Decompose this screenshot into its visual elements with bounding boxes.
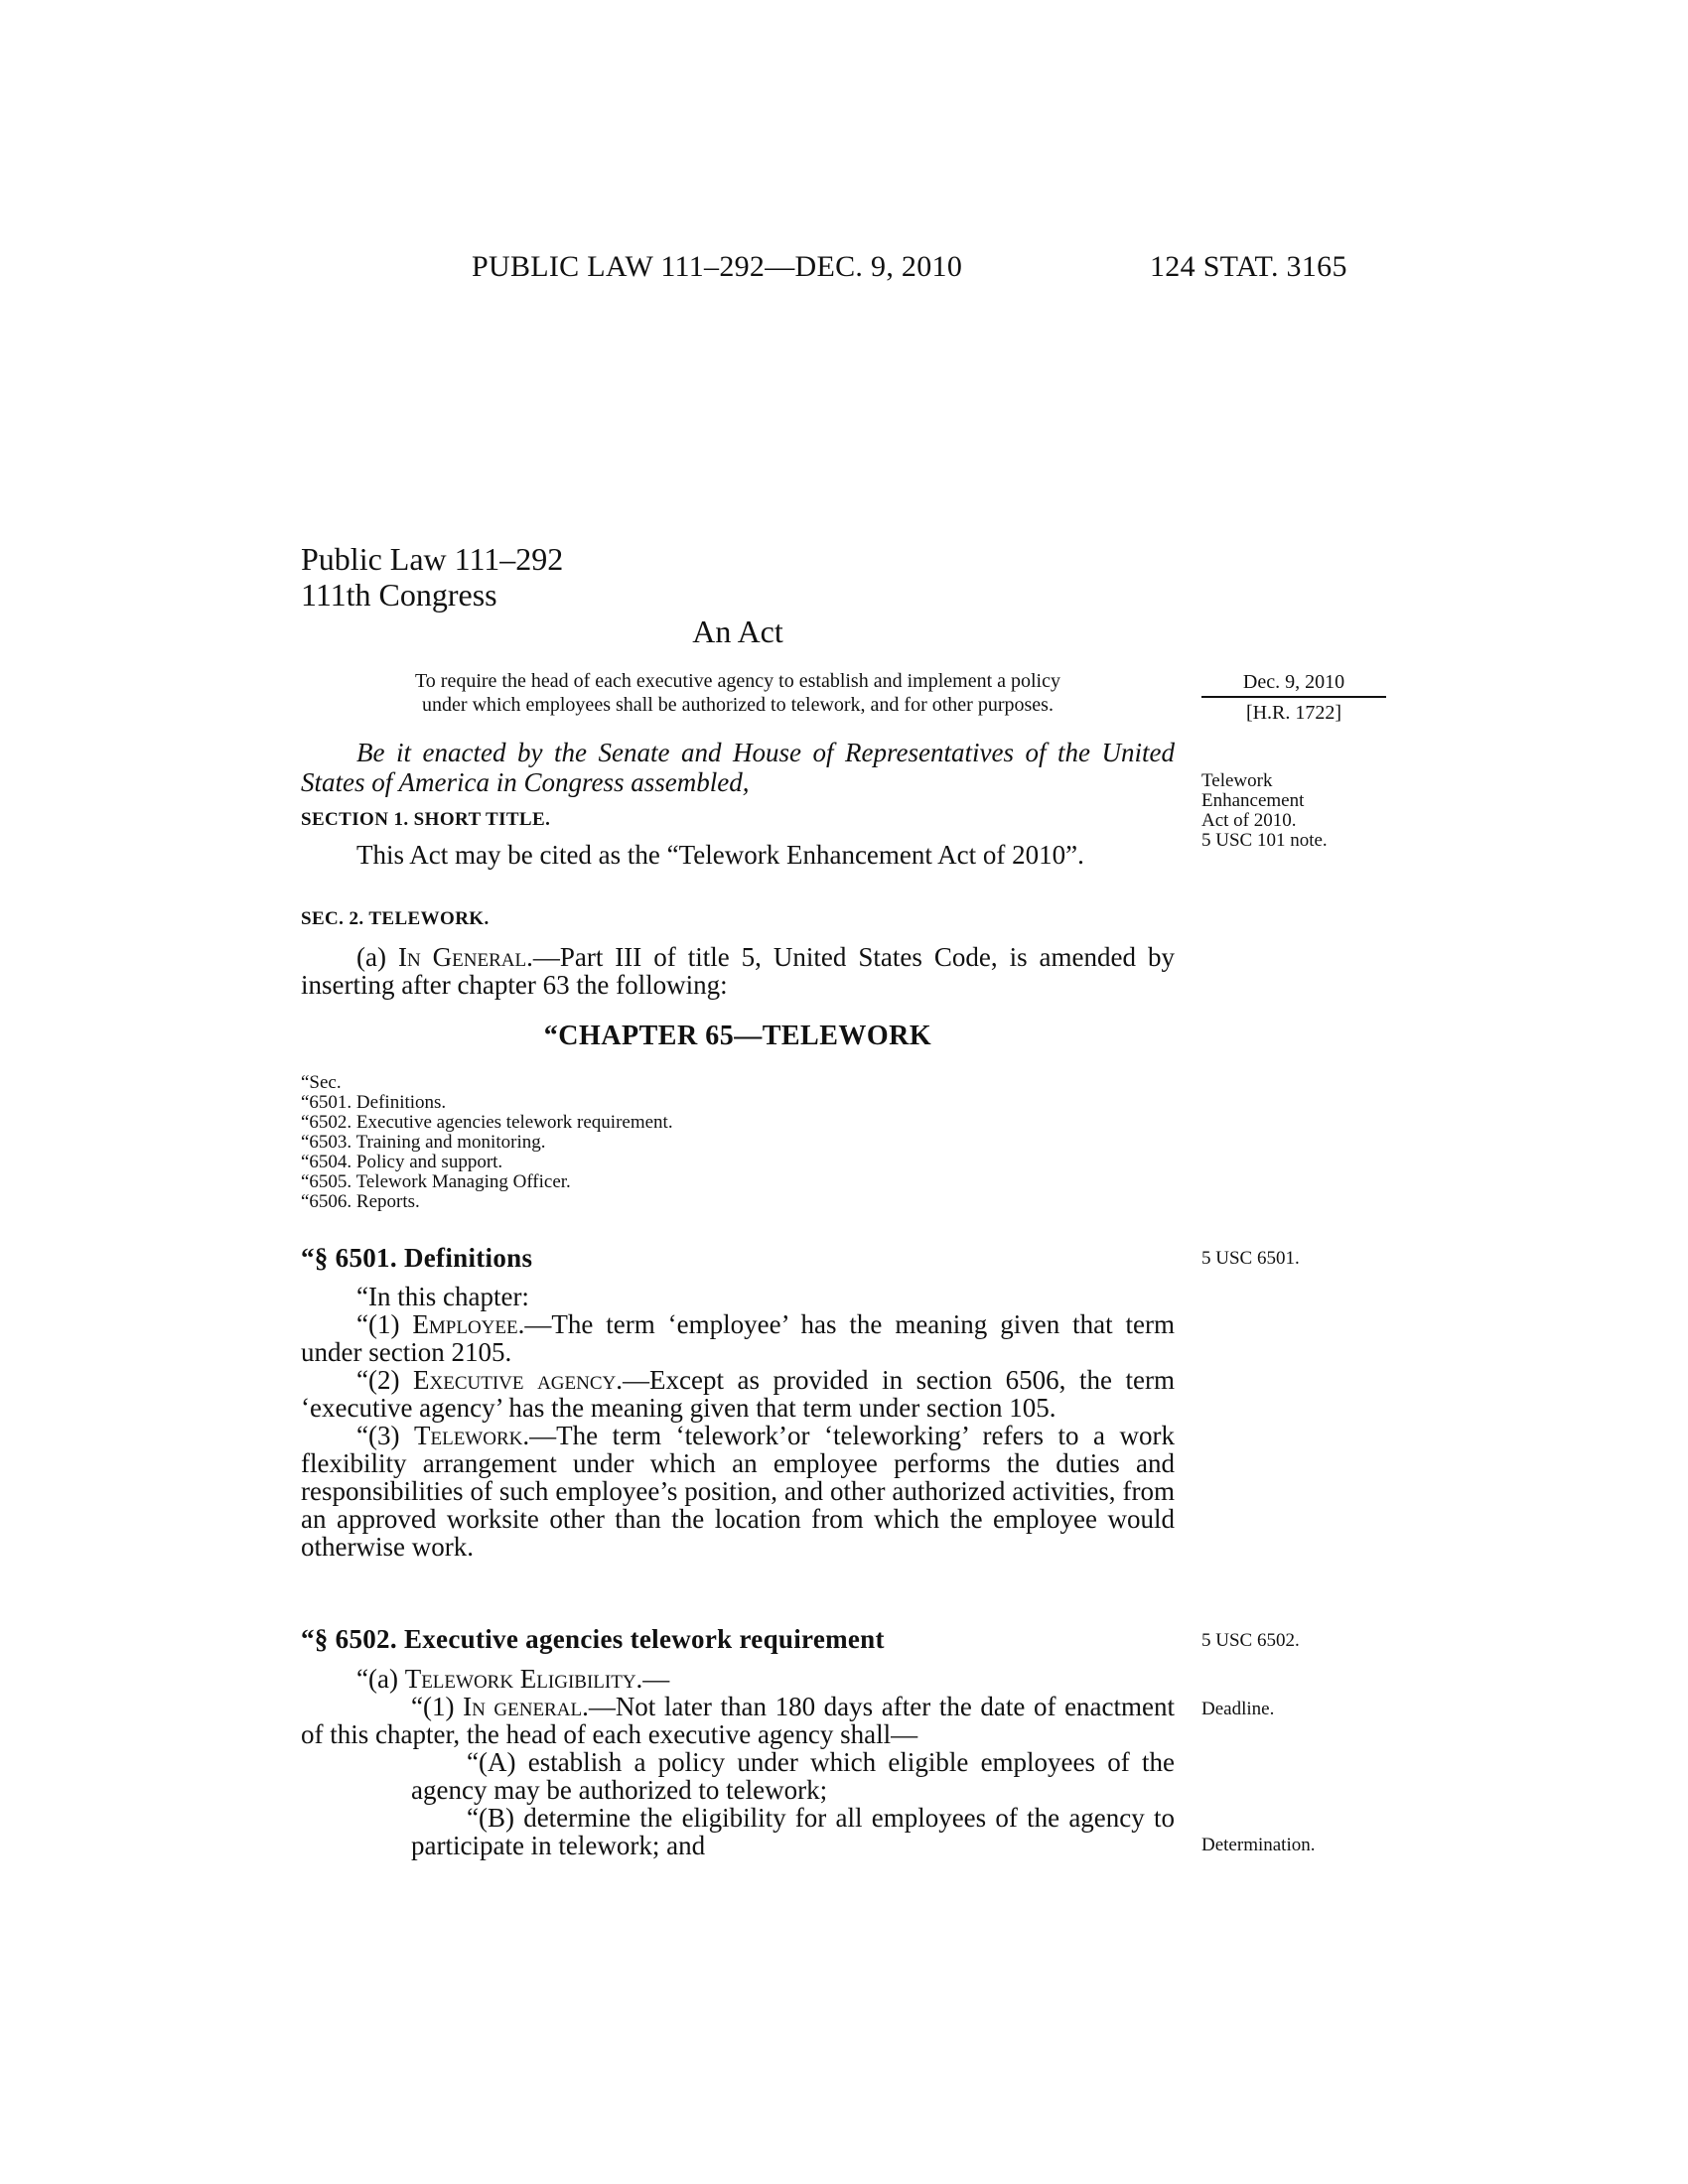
chapter-heading: “CHAPTER 65—TELEWORK [543,1021,932,1051]
paragraph-text: .—Not later than 180 days after the date of enactment of this chapter, the head of each executive agency shall— [301,1692,1176,1749]
section-6501-body [301,1283,1175,1561]
enactment-date: Dec. 9, 2010 [1242,671,1345,693]
margin-determination: Determination. [1201,1835,1316,1855]
margin-usc-6501: 5 USC 6501. [1201,1248,1300,1269]
margin-note-line: 5 USC 101 note. [1201,830,1328,851]
section-2a-caption: In General [397,942,527,972]
subparagraph-b: “(B) determine the eligibility for all employees of the agency to participate in telework; and [411,1803,1175,1860]
bill-number: [H.R. 1722] [1245,702,1342,724]
margin-note-line: Act of 2010. [1201,810,1297,831]
paragraph-text: .— [635,1664,670,1694]
section-6501-intro: “In this chapter: [356,1282,529,1311]
margin-note-line: Enhancement [1201,790,1305,811]
paragraph-number: “(3) [356,1421,414,1450]
toc-entry: “6505. Telework Managing Officer. [301,1171,571,1192]
paragraph-caption: Executive agency [413,1365,617,1395]
running-header-left: PUBLIC LAW 111–292—DEC. 9, 2010 [472,250,963,283]
paragraph-text: .—The term ‘employee’ has the meaning given that term under section 2105. [301,1309,1175,1367]
paragraph-caption: In general [463,1692,583,1721]
definition-telework [301,1422,1175,1561]
section-2a-body: .—Part III of title 5, United States Code, is amended by inserting after chapter 63 the following: [301,942,1175,1000]
toc-entry: “6501. Definitions. [301,1092,447,1113]
date-rule [1201,696,1386,698]
margin-note-short-title [1201,771,1328,851]
margin-date-block [1201,671,1386,725]
margin-note-line: Telework [1201,770,1273,791]
margin-usc-6502: 5 USC 6502. [1201,1630,1300,1651]
congress-number: 111th Congress [301,577,497,613]
section-6502-body [301,1665,1175,1859]
paragraph-text: .—Except as provided in section 6506, the term ‘executive agency’ has the meaning given that term under section 105. [301,1365,1176,1423]
paragraph-caption: Employee [412,1309,518,1339]
margin-deadline: Deadline. [1201,1699,1275,1719]
section-1-heading: SECTION 1. SHORT TITLE. [301,809,551,830]
section-6502-heading: “§ 6502. Executive agencies telework requirement [301,1624,885,1654]
subparagraph-a: “(A) establish a policy under which eligible employees of the agency may be authorized to telework; [411,1747,1175,1805]
purpose-line-1: To require the head of each executive agency to establish and implement a policy [414,670,1060,692]
page-number: 124 STAT. 3165 [1150,250,1347,283]
paragraph-caption: Telework [414,1421,523,1450]
section-1-text: This Act may be cited as the “Telework Enhancement Act of 2010”. [356,840,1084,870]
definition-employee [301,1310,1175,1366]
enacting-clause: Be it enacted by the Senate and House of Representatives of the United States of America in Congress assembled, [301,738,1175,797]
toc-entry: “6504. Policy and support. [301,1152,503,1172]
public-law-number: Public Law 111–292 [301,541,564,577]
paragraph-caption: Telework Eligibility [404,1664,636,1694]
paragraph-number: “(1) [411,1692,464,1721]
title-block [301,541,1175,613]
paragraph-number: “(2) [356,1365,414,1395]
paragraph-in-general [301,1693,1175,1748]
purpose-line-2: under which employees shall be authorized to telework, and for other purposes. [422,694,1054,716]
paragraph-number: “(1) [356,1309,413,1339]
purpose-statement [301,669,1175,717]
section-6501-heading: “§ 6501. Definitions [301,1243,533,1273]
toc-entry: “6502. Executive agencies telework requirement. [301,1112,673,1133]
section-2-heading: SEC. 2. TELEWORK. [301,908,490,929]
subsection-a-heading [301,1665,1175,1693]
toc-entry: “6503. Training and monitoring. [301,1132,546,1153]
section-2a-label: (a) [356,942,398,972]
definition-executive-agency [301,1366,1175,1422]
toc-entry: “Sec. [301,1072,342,1093]
section-2a-text [301,943,1175,999]
chapter-table-of-sections [301,1073,1175,1212]
paragraph-text: .—The term ‘telework’or ‘teleworking’ refers to a work flexibility arrangement under which an employee performs the duties and responsibilities of such employee’s position, and other authorized activities, from an approved worksite other than the location from which the employee would otherwise work. [301,1421,1175,1562]
act-label: An Act [692,614,783,649]
paragraph-number: “(a) [356,1664,405,1694]
toc-entry: “6506. Reports. [301,1191,420,1212]
